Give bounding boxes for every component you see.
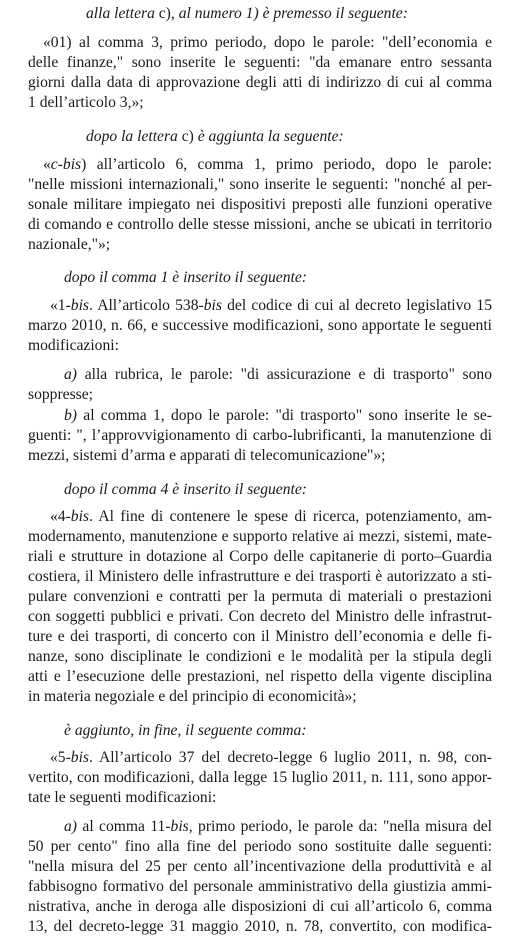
section-heading: è aggiunto, in fine, il seguente comma:: [64, 722, 307, 739]
paragraph-line: riali e strutture in dotazione al Corpo delle capitanerie di porto–Guardia: [28, 548, 492, 565]
paragraph-line: soppresse;: [28, 386, 93, 403]
paragraph-line: «5-bis. All’articolo 37 del decreto-legge 6 luglio 2011, n. 98, con-: [50, 749, 492, 766]
paragraph-line: pulare convenzioni e contratti per la permuta di materiali o prestazioni: [28, 588, 492, 605]
paragraph-line: mezzi, sistemi d’arma e apparati di telecomunicazione"»;: [28, 447, 386, 464]
paragraph-line: sonale militare impiegato nei dispositivi preposti alle funzioni operative: [28, 196, 492, 213]
paragraph-line: 13, del decreto-legge 31 maggio 2010, n. 78, convertito, con modifica-: [28, 918, 492, 935]
paragraph-line: «1-bis. All’articolo 538-bis del codice di cui al decreto legislativo 15: [50, 297, 492, 314]
paragraph-line: nanze, sono disciplinate le condizioni e le modalità per la stipula degli: [28, 648, 492, 665]
section-heading: dopo la lettera c) è aggiunta la seguente:: [86, 128, 344, 145]
paragraph-line: guenti: ", l’approvvigionamento di carbo-lubrificanti, la manutenzione di: [28, 427, 492, 444]
paragraph-line: delle finanze," sono inserite le seguenti: "da emanare entro sessanta: [28, 54, 492, 71]
paragraph-line: marzo 2010, n. 66, e successive modificazioni, sono apportate le seguenti: [28, 317, 492, 334]
paragraph-line: «c-bis) all’articolo 6, comma 1, primo periodo, dopo le parole:: [43, 156, 492, 173]
paragraph-line: con soggetti pubblici e privati. Con decreto del Ministro delle infrastrut-: [28, 608, 492, 625]
paragraph-line: di comando e controllo delle stesse missioni, anche se ubicati in territorio: [28, 216, 492, 233]
paragraph-line: nistrativa, anche in deroga alle disposizioni di cui all’articolo 6, comma: [28, 898, 492, 915]
paragraph-line: «4-bis. Al fine di contenere le spese di ricerca, potenziamento, am-: [50, 508, 492, 525]
paragraph-line: atti e l’esecuzione delle prestazioni, nel rispetto della vigente disciplina: [28, 668, 492, 685]
paragraph-line: modificazioni:: [28, 337, 119, 354]
paragraph-line: nazionale,"»;: [28, 236, 111, 253]
paragraph-line: a) alla rubrica, le parole: "di assicurazione e di trasporto" sono: [64, 366, 492, 383]
paragraph-line: giorni dalla data di approvazione degli atti di indirizzo di cui al comma: [28, 74, 492, 91]
paragraph-line: 50 per cento" fino alla fine del periodo sono sostituite dalle seguenti:: [28, 838, 492, 855]
paragraph-line: «01) al comma 3, primo periodo, dopo le parole: "dell’economia e: [43, 34, 492, 51]
paragraph-line: fabbisogno formativo del personale amministrativo della giustizia ammi-: [28, 878, 492, 895]
paragraph-line: a) al comma 11-bis, primo periodo, le parole da: "nella misura del: [64, 818, 492, 835]
paragraph-line: ture e dei trasporti, di concerto con il Ministro dell’economia e delle fi-: [28, 628, 492, 645]
paragraph-line: 1 dell’articolo 3,»;: [28, 94, 144, 111]
paragraph-line: modernamento, manutenzione e supporto relative ai mezzi, sistemi, mate-: [28, 528, 492, 545]
section-heading: dopo il comma 1 è inserito il seguente:: [64, 269, 307, 286]
paragraph-line: costiera, il Ministero delle infrastrutture e dei trasporti è autorizzato a sti-: [28, 568, 492, 585]
paragraph-line: b) al comma 1, dopo le parole: "di trasporto" sono inserite le se-: [64, 407, 492, 424]
section-heading: dopo il comma 4 è inserito il seguente:: [64, 481, 307, 498]
paragraph-line: "nelle missioni internazionali," sono inserite le seguenti: "nonché al per-: [28, 176, 492, 193]
paragraph-line: "nella misura del 25 per cento all’incentivazione della produttività e al: [28, 858, 492, 875]
paragraph-line: in materia negoziale e del principio di economicità»;: [28, 688, 357, 705]
paragraph-line: tate le seguenti modificazioni:: [28, 789, 217, 806]
paragraph-line: vertito, con modificazioni, dalla legge 15 luglio 2011, n. 111, sono appor-: [28, 769, 492, 786]
section-heading: alla lettera c), al numero 1) è premesso il seguente:: [86, 5, 408, 22]
